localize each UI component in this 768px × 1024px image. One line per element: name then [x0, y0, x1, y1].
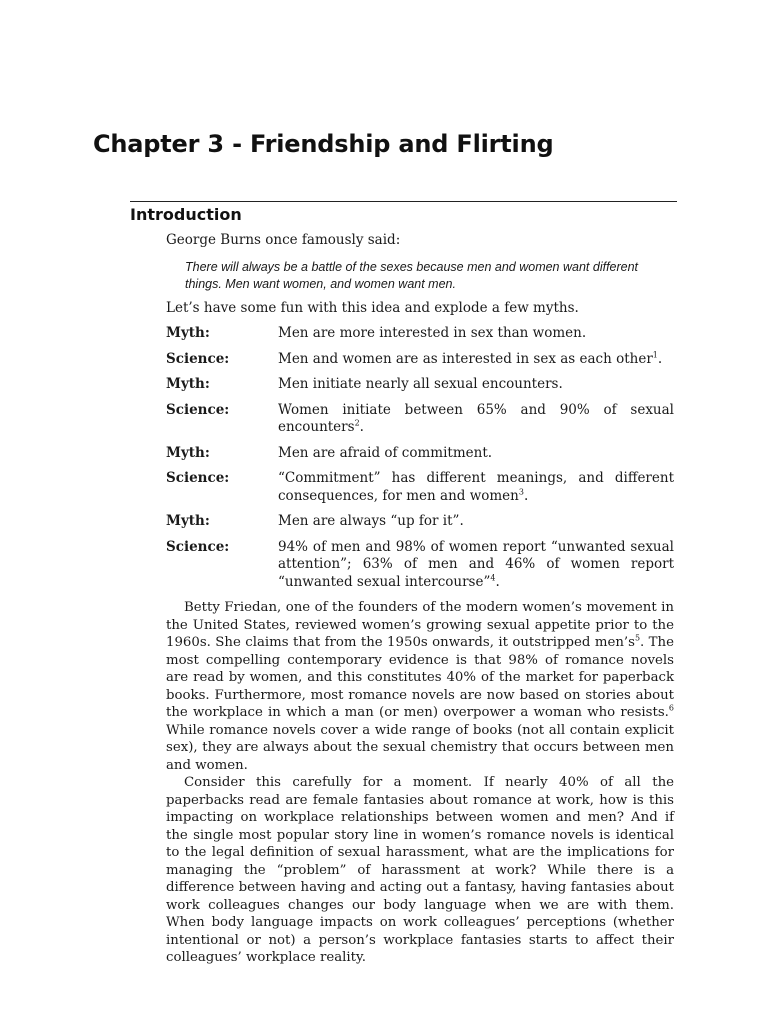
row-label: Myth:	[166, 513, 210, 529]
footnote-ref: 3	[518, 487, 524, 496]
row-text: Women initiate between 65% and 90% of sexual encounters$^2$.	[278, 401, 674, 435]
row-text: 94% of men and 98% of women report “unwanted sexual attention”; 63% of men and 46% of women report “unwanted sexual intercourse”$^4$.	[278, 538, 674, 590]
footnote-ref: 1	[652, 350, 658, 359]
row-label: Myth:	[166, 444, 210, 461]
body-paragraph-consider: Consider this carefully for a moment. If nearly 40% of all the paperbacks read are female fantasies about romance at work, how is this impacting on workplace relationships between women and men? And if the single most popular story line in women’s romance novels is identical to the legal definition of sexual harassment, what are the implications for managing the “problem” of harassment at work? While there is a difference between having and acting out a fantasy, having fantasies about work colleagues changes our body language when we are with them. When body language impacts on work colleagues’ perceptions (whether intentional or not) a person’s workplace fantasies starts to affect their colleagues’ workplace reality.	[166, 775, 674, 965]
row-text: Men initiate nearly all sexual encounters.	[278, 376, 563, 392]
row-label: Myth:	[166, 325, 210, 341]
intro-lead: George Burns once famously said:	[166, 232, 401, 248]
myth-row	[166, 445, 674, 463]
myth-row	[166, 513, 674, 531]
footnote-ref: 6	[668, 703, 674, 713]
myth-science-list	[166, 325, 674, 599]
body-paragraph-friedan: Betty Friedan, one of the founders of the modern women’s movement in the United States, reviewed women’s growing sexual appetite prior to the 1960s. She claims that from the 1950s onwards, it outstripped $men’s^5$. The most compelling contemporary evidence is that 98% of romance novels are read by women, and this constitutes 40% of the market for paperback books. Furthermore, most romance novels are now based on stories about the workplace in which a man (or men) overpower a woman who resists.$^6$ While romance novels cover a wide range of books (not all contain explicit sex), they are always about the sexual chemistry that occurs between men and women.	[166, 600, 674, 773]
george-burns-quote	[185, 259, 665, 293]
row-label: Science:	[166, 470, 230, 486]
row-label: Science:	[166, 401, 230, 418]
quote-line-2: things. Men want women, and women want men.	[185, 277, 456, 291]
row-label: Myth:	[166, 376, 210, 392]
row-text: Men are afraid of commitment.	[278, 444, 493, 461]
section-heading: Introduction	[130, 205, 242, 224]
footnote-ref: 4	[490, 573, 496, 582]
science-row	[166, 402, 674, 437]
row-text: Men and women are as interested in sex as each other$^1$.	[278, 350, 663, 367]
footnote-ref: 2	[354, 418, 360, 428]
section-divider	[130, 201, 677, 202]
quote-line-1: There will always be a battle of the sexes because men and women want different	[185, 260, 639, 274]
science-row	[166, 351, 674, 369]
footnote-ref: 5	[634, 633, 641, 643]
row-label: Science:	[166, 350, 230, 367]
chapter-title: Chapter 3 - Friendship and Flirting	[93, 130, 554, 158]
intro-after-quote: Let’s have some fun with this idea and explode a few myths.	[166, 300, 579, 316]
row-label: Science:	[166, 538, 230, 555]
row-text: Men are more interested in sex than women.	[278, 325, 587, 341]
science-row	[166, 470, 674, 505]
myth-row	[166, 325, 674, 343]
row-text: “Commitment” has different meanings, and different consequences, for men and women$^3$.	[278, 470, 674, 504]
row-text: Men are always “up for it”.	[278, 513, 464, 529]
science-row	[166, 539, 674, 592]
myth-row	[166, 376, 674, 394]
